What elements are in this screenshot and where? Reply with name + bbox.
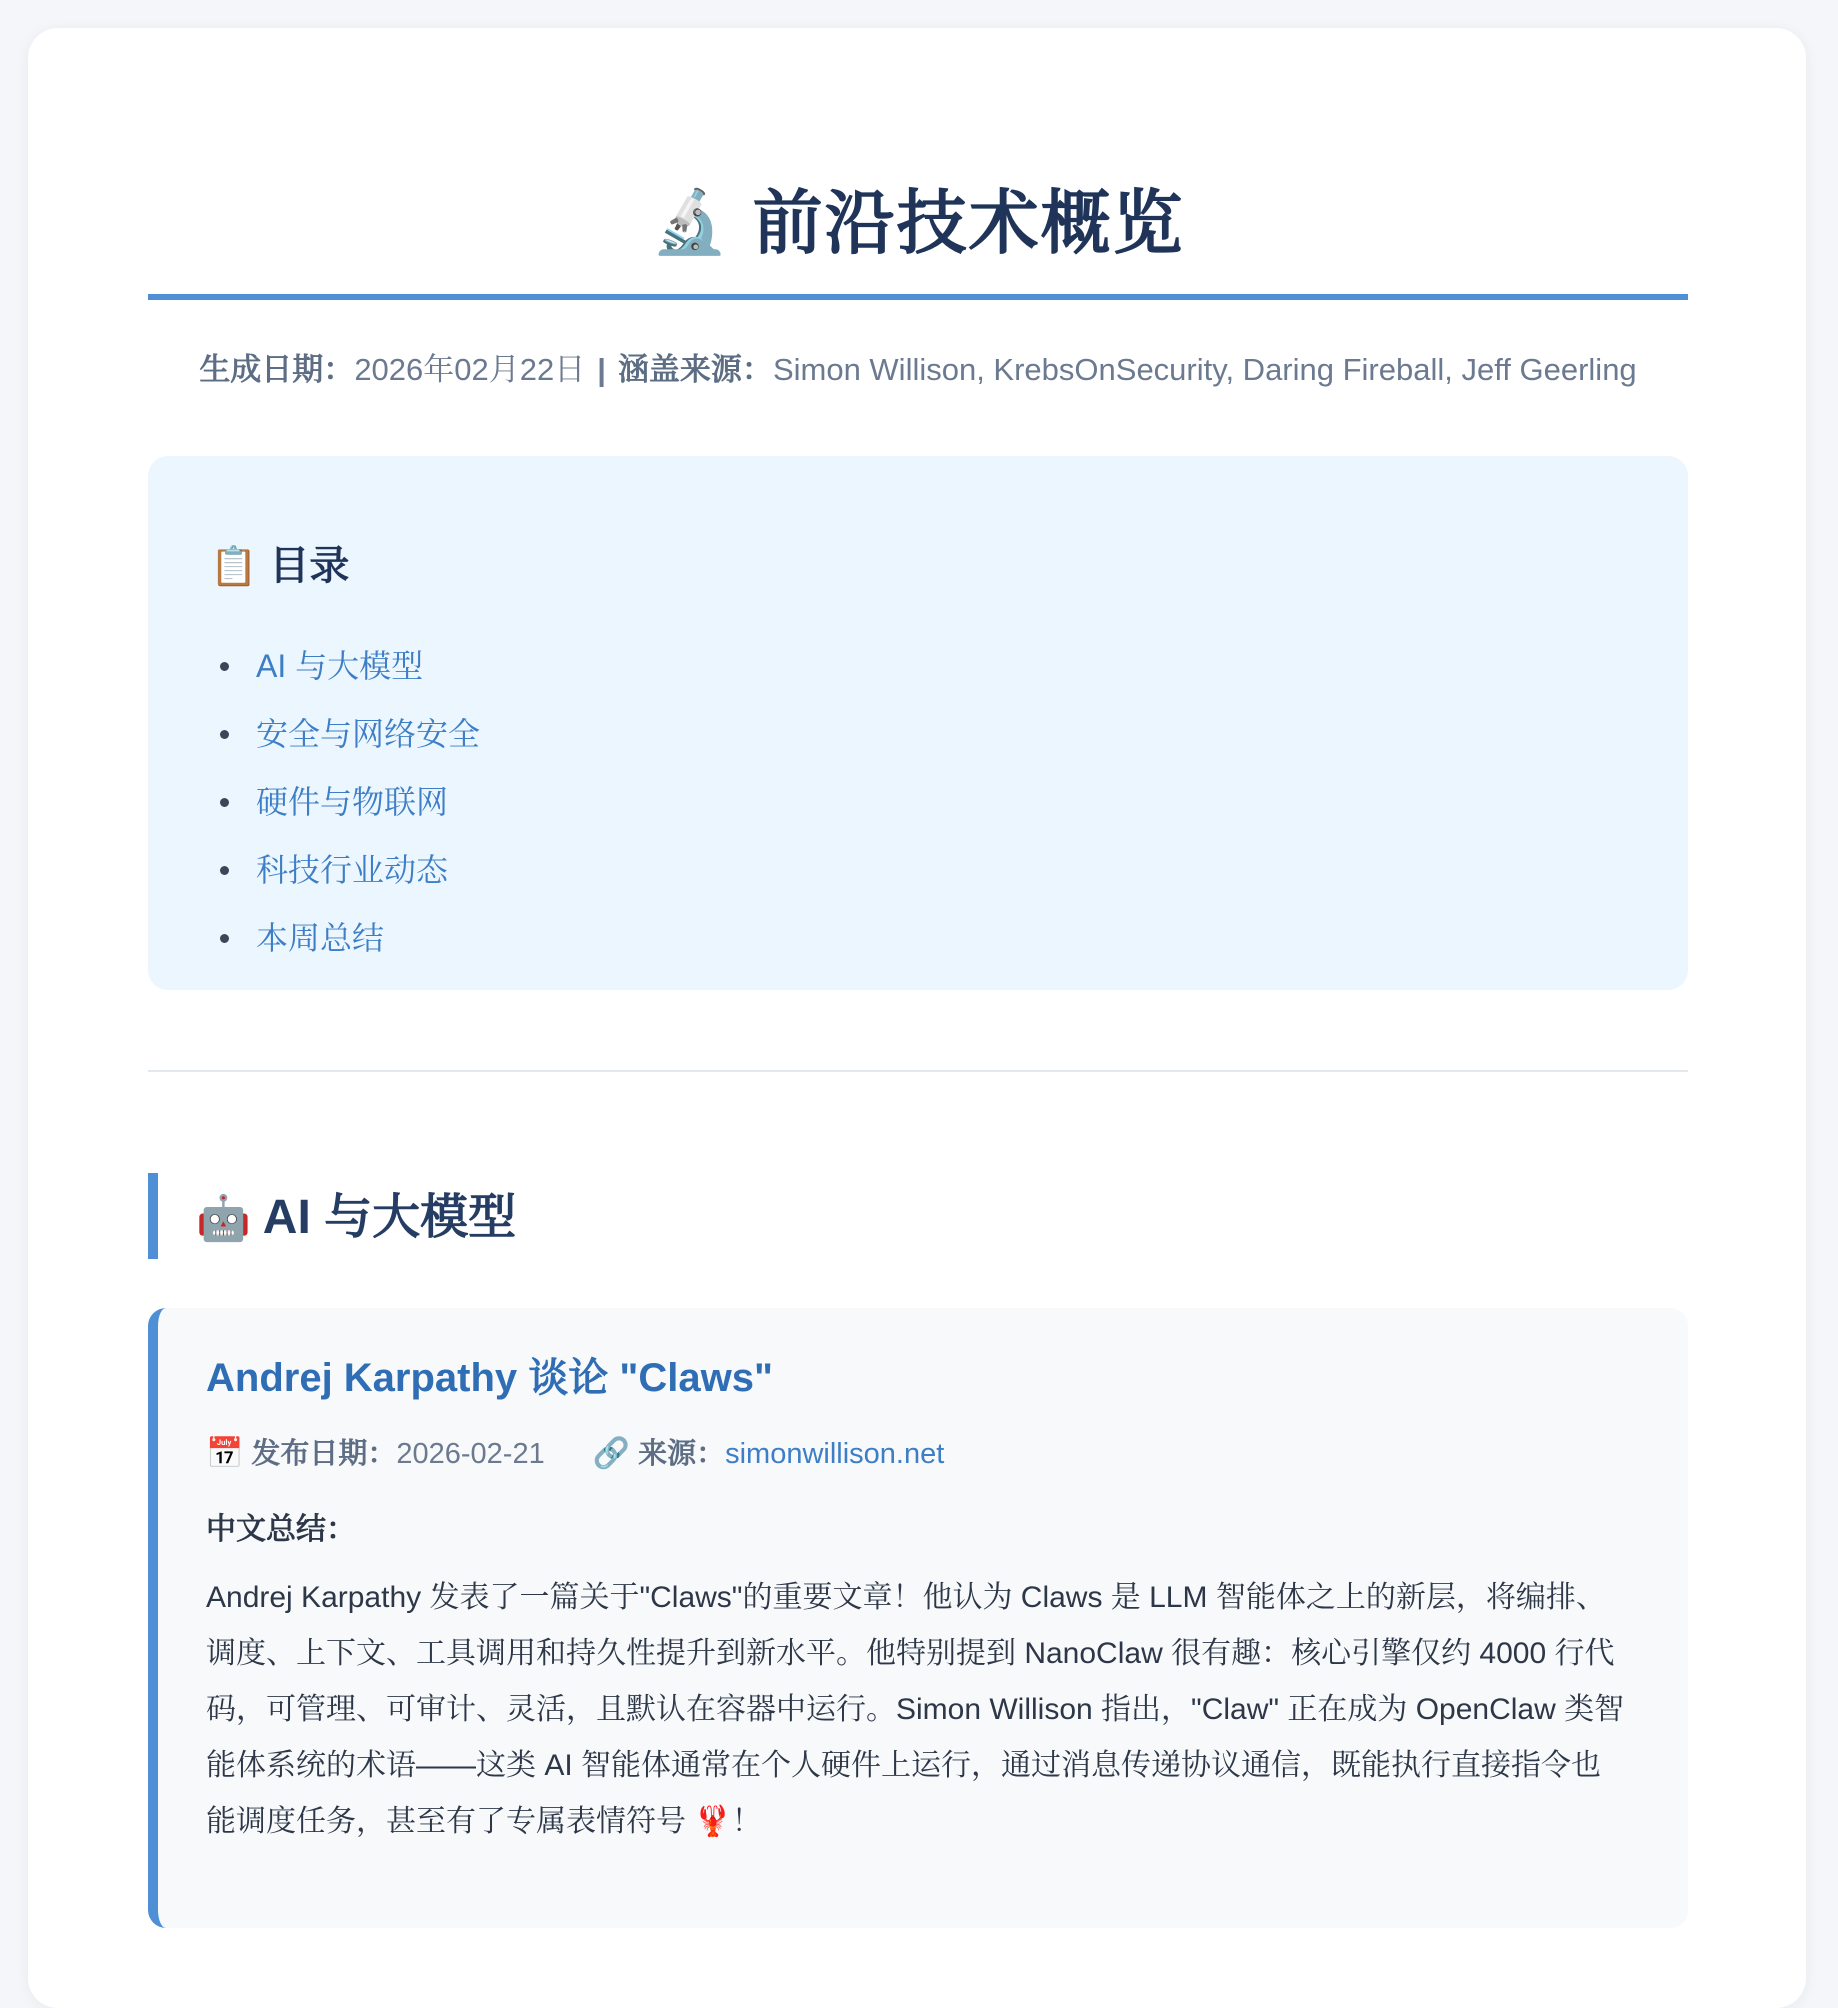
source-label: 来源： (638, 1438, 726, 1470)
title-underline (148, 294, 1688, 300)
toc-link-summary[interactable]: 本周总结 (220, 904, 480, 972)
article-title[interactable]: Andrej Karpathy 谈论 "Claws" (206, 1356, 773, 1400)
toc-list (220, 632, 480, 972)
summary-text: Andrej Karpathy 发表了一篇关于"Claws"的重要文章！他认为 Claws 是 LLM 智能体之上的新层，将编排、调度、上下文、工具调用和持久性提升到新水平。他特别提到 NanoClaw 很有趣：核心引擎仅约 4000 行代码，可管理、可审计、灵活，且默认在容器中运行。Simon Willison 指出，"Claw" 正在成为 OpenClaw 类智能体系统的术语——这类 AI 智能体通常在个人硬件上运行，通过消息传递协议通信，既能执行直接指令也能调度任务，甚至有了专属表情符号 🦞！ (206, 1581, 1625, 1838)
table-of-contents (148, 456, 1688, 990)
article-card (148, 1308, 1688, 1928)
summary-label: 中文总结： (206, 1513, 356, 1546)
section-accent-bar (148, 1173, 158, 1259)
section-title-text: AI 与大模型 (262, 1191, 517, 1244)
sources-label: 涵盖来源： (617, 352, 773, 387)
page-title-text: 前沿技术概览 (752, 184, 1185, 262)
toc-heading (210, 540, 349, 593)
publish-date-value: 2026-02-21 (396, 1438, 545, 1470)
toc-heading-text: 目录 (269, 544, 350, 588)
calendar-icon: 📅 (206, 1437, 244, 1470)
generated-date-label: 生成日期： (199, 352, 355, 387)
report-page (28, 28, 1806, 2008)
page-title (148, 173, 1688, 273)
publish-date-label: 发布日期： (251, 1438, 397, 1470)
meta-separator: | (597, 352, 606, 387)
report-meta (148, 348, 1688, 392)
sources-value: Simon Willison, KrebsOnSecurity, Daring Fireball, Jeff Geerling (772, 352, 1637, 387)
toc-link-ai[interactable]: AI 与大模型 (220, 632, 480, 700)
microscope-icon: 🔬 (651, 188, 731, 257)
section-title-ai (196, 1188, 516, 1249)
toc-link-industry[interactable]: 科技行业动态 (220, 836, 480, 904)
source-link[interactable]: simonwillison.net (725, 1438, 945, 1470)
robot-icon: 🤖 (196, 1194, 251, 1243)
link-icon: 🔗 (592, 1437, 631, 1470)
clipboard-icon: 📋 (210, 546, 258, 588)
article-meta (206, 1432, 944, 1476)
generated-date-value: 2026年02月22日 (354, 352, 586, 387)
toc-link-security[interactable]: 安全与网络安全 (220, 700, 480, 768)
section-divider (148, 1070, 1688, 1072)
toc-link-hardware[interactable]: 硬件与物联网 (220, 768, 480, 836)
